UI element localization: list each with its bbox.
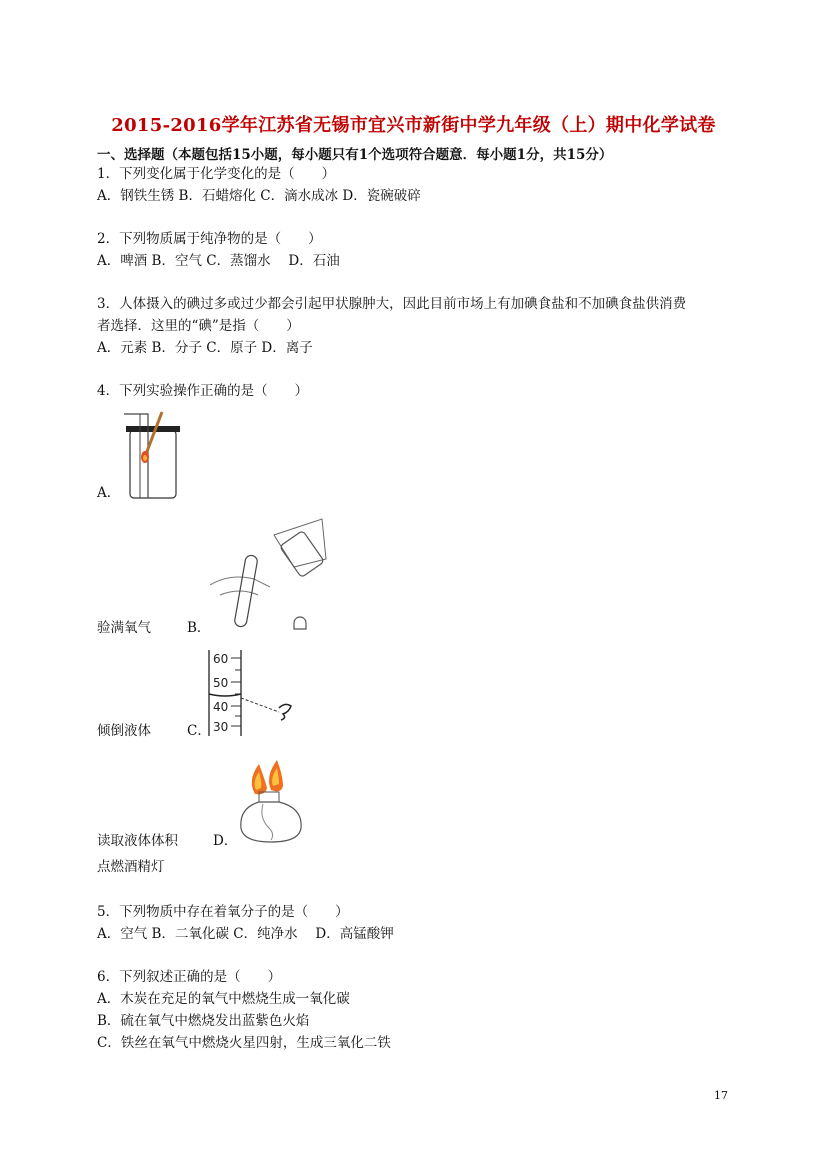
option-a-caption: 验满氧气	[97, 620, 151, 636]
question-4-stem: 4．下列实验操作正确的是（ ）	[97, 383, 309, 399]
question-6-stem: 6．下列叙述正确的是（ ）	[97, 969, 282, 985]
option-c-caption: 读取液体体积	[97, 833, 178, 849]
option-a-label: A．	[97, 485, 121, 501]
option-d-label: D．	[213, 833, 238, 849]
cylinder-mark-40: 40	[213, 700, 229, 714]
graduated-cylinder-figure	[205, 648, 305, 738]
question-6-option-b: B．硫在氧气中燃烧发出蓝紫色火焰	[97, 1013, 310, 1029]
question-6-option-c: C．铁丝在氧气中燃烧火星四射，生成三氧化二铁	[97, 1035, 391, 1051]
question-3-options: A．元素 B．分子 C．原子 D．离子	[97, 340, 313, 356]
page-title: 2015-2016学年江苏省无锡市宜兴市新街中学九年级（上）期中化学试卷	[111, 115, 716, 136]
question-3-stem-line1: 3．人体摄入的碘过多或过少都会引起甲状腺肿大，因此目前市场上有加碘食盐和不加碘食盐供消费	[97, 296, 687, 312]
pouring-liquid-figure	[210, 515, 335, 635]
cylinder-mark-30: 30	[213, 720, 229, 734]
question-1-stem: 1．下列变化属于化学变化的是（ ）	[97, 166, 336, 182]
question-6-option-a: A．木炭在充足的氧气中燃烧生成一氧化碳	[97, 991, 350, 1007]
question-2-options: A．啤酒 B．空气 C．蒸馏水 D．石油	[97, 253, 340, 269]
question-5-stem: 5．下列物质中存在着氧分子的是（ ）	[97, 904, 349, 920]
option-b-label: B．	[187, 620, 211, 636]
question-5-options: A．空气 B．二氧化碳 C．纯净水 D．高锰酸钾	[97, 926, 394, 942]
option-c-label: C．	[187, 723, 211, 739]
option-d-caption: 点燃酒精灯	[97, 859, 165, 875]
alcohol-lamp-figure	[235, 758, 315, 848]
cylinder-mark-50: 50	[213, 676, 229, 690]
cylinder-mark-60: 60	[213, 652, 229, 666]
question-1-options: A．钢铁生锈 B．石蜡熔化 C．滴水成冰 D．瓷碗破碎	[97, 188, 421, 204]
option-b-caption: 倾倒液体	[97, 723, 151, 739]
question-3-stem-line2: 者选择．这里的“碘”是指（ ）	[97, 318, 300, 334]
question-2-stem: 2．下列物质属于纯净物的是（ ）	[97, 231, 322, 247]
section-heading: 一、选择题（本题包括15小题，每小题只有1个选项符合题意．每小题1分，共15分）	[97, 147, 613, 163]
page-number: 17	[714, 1089, 728, 1102]
oxygen-test-figure	[118, 410, 188, 500]
